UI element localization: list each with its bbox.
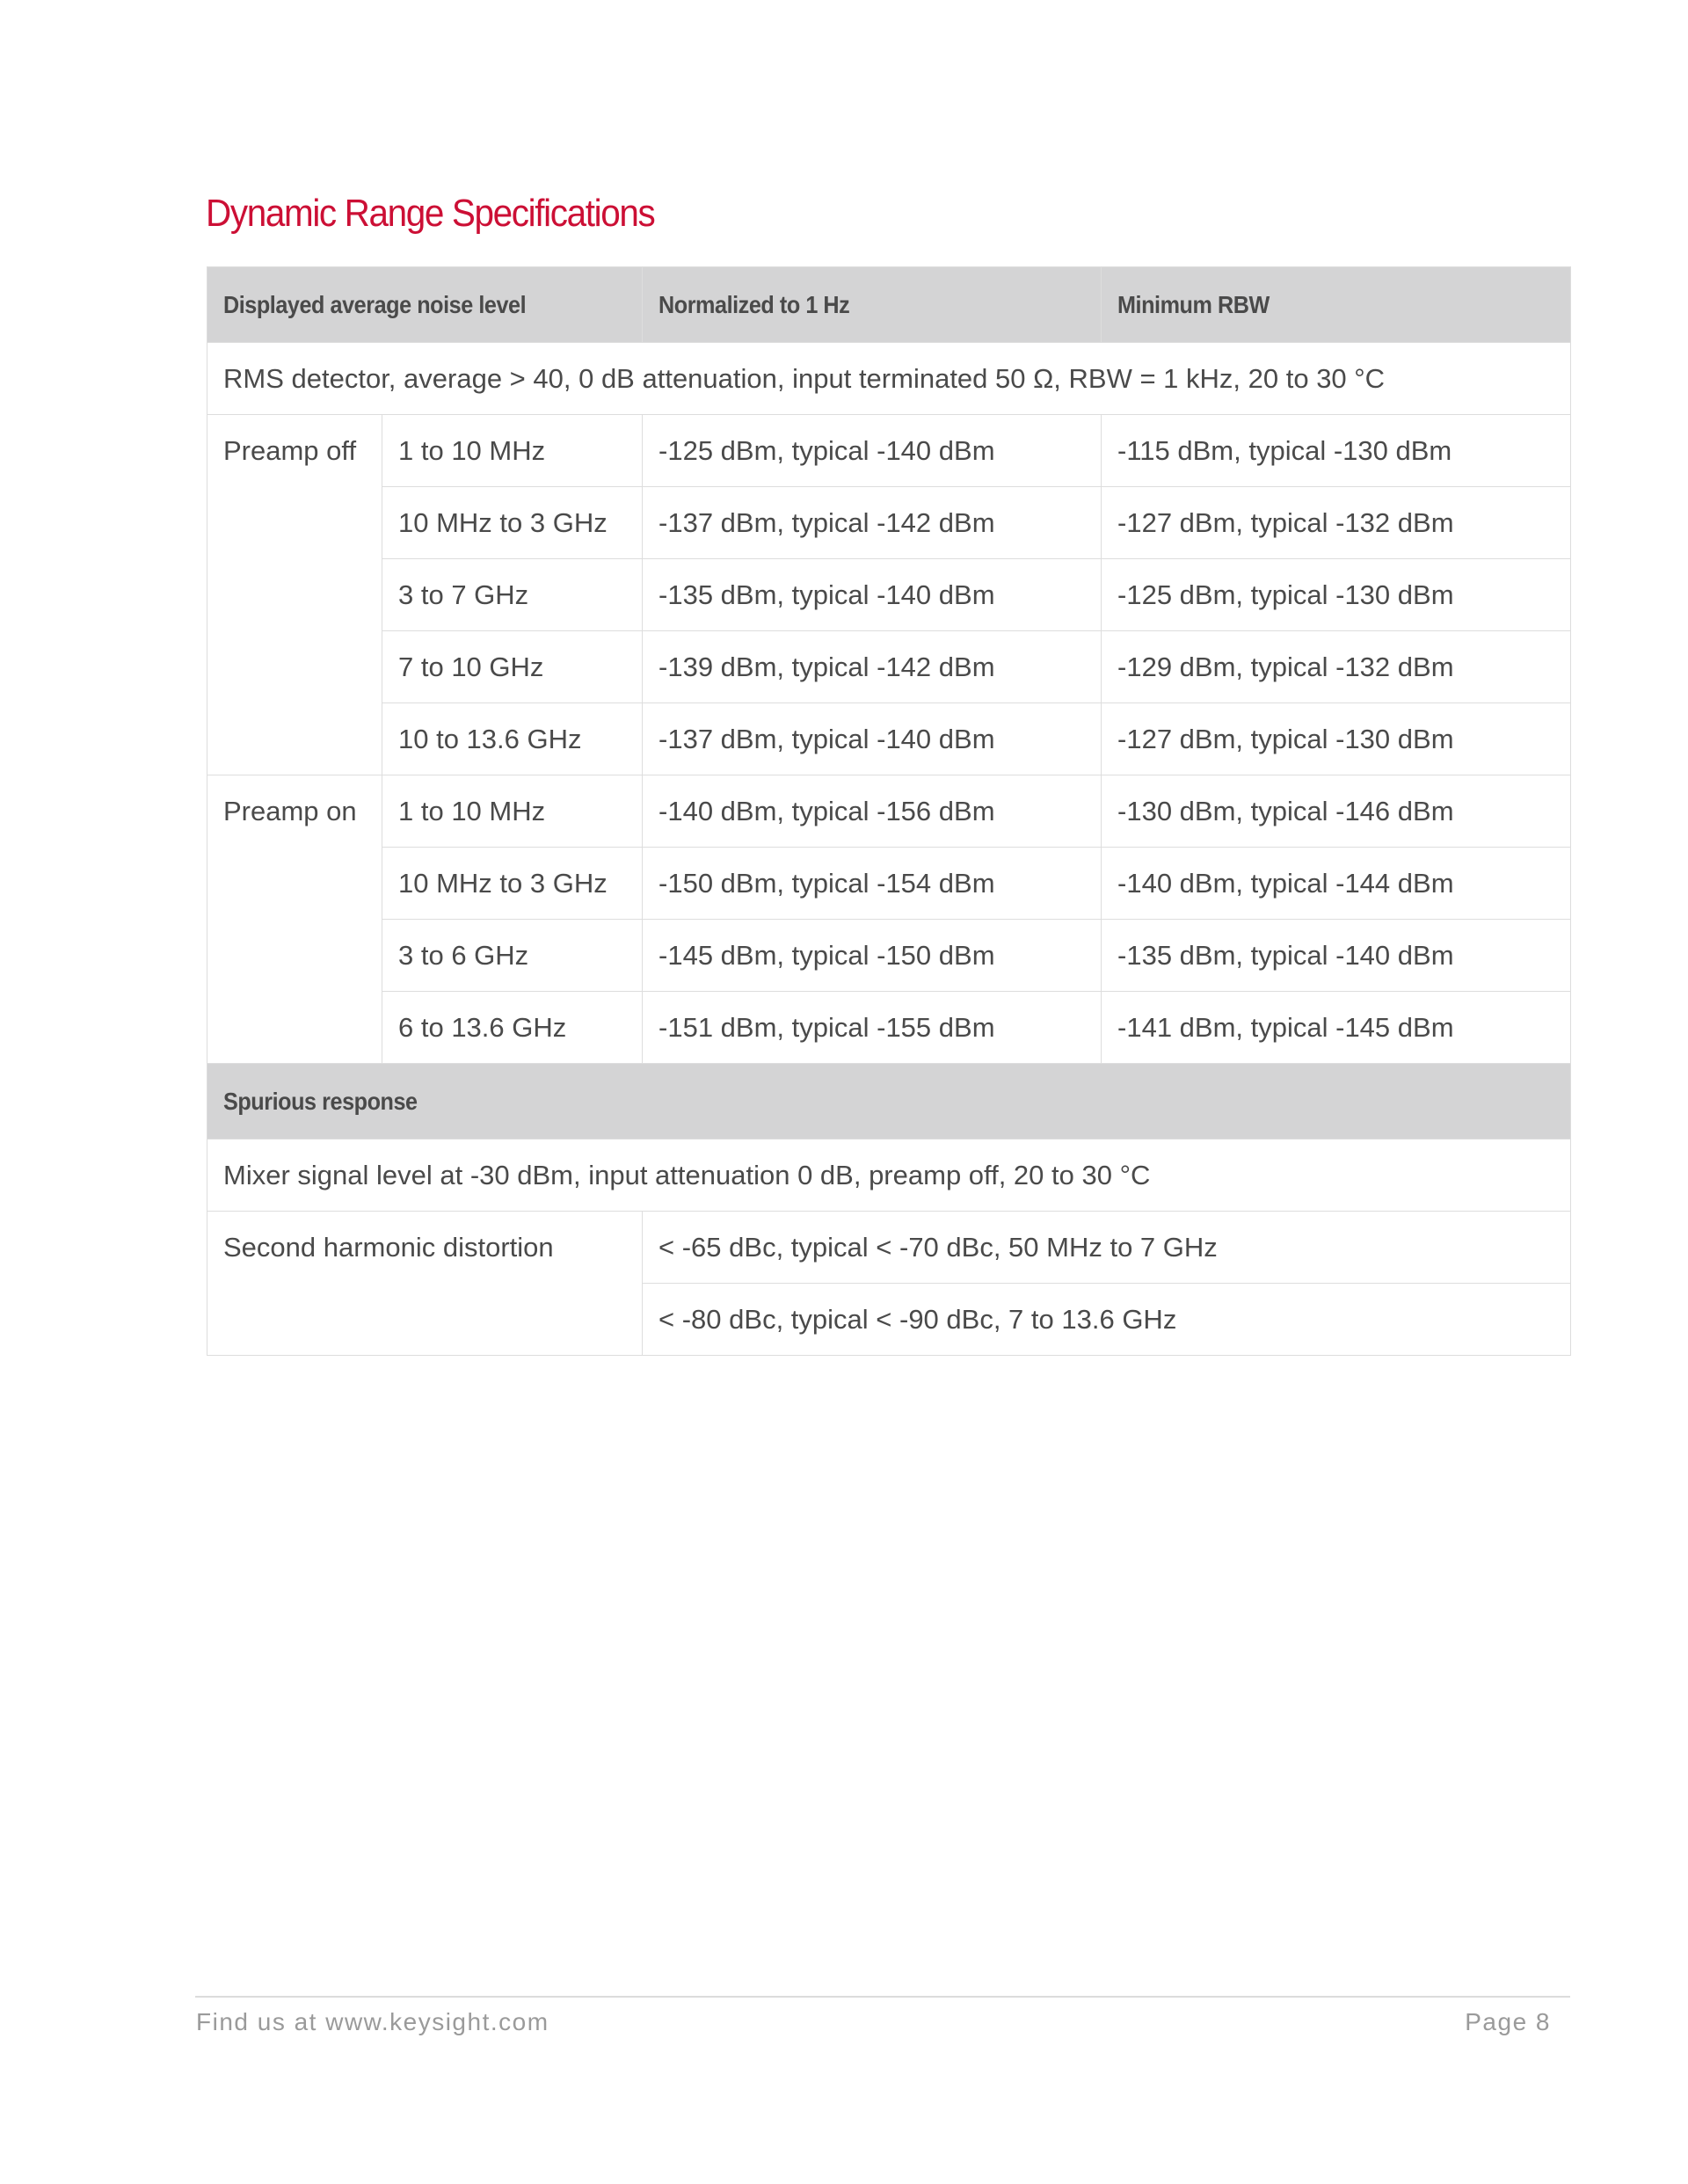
range-cell: 10 MHz to 3 GHz (382, 487, 643, 559)
table-row (207, 848, 1571, 920)
normalized-cell: -139 dBm, typical -142 dBm (643, 631, 1102, 703)
min-rbw-cell: -135 dBm, typical -140 dBm (1102, 920, 1571, 992)
min-rbw-cell: -130 dBm, typical -146 dBm (1102, 775, 1571, 848)
table-row (207, 920, 1571, 992)
range-cell: 1 to 10 MHz (382, 415, 643, 487)
normalized-cell: -137 dBm, typical -142 dBm (643, 487, 1102, 559)
normalized-cell: -150 dBm, typical -154 dBm (643, 848, 1102, 920)
spurious-value: < -65 dBc, typical < -70 dBc, 50 MHz to 7 GHz (643, 1212, 1571, 1284)
normalized-cell: -140 dBm, typical -156 dBm (643, 775, 1102, 848)
normalized-cell: -137 dBm, typical -140 dBm (643, 703, 1102, 775)
range-cell: 1 to 10 MHz (382, 775, 643, 848)
range-cell: 10 MHz to 3 GHz (382, 848, 643, 920)
range-cell: 6 to 13.6 GHz (382, 992, 643, 1064)
table-header-row (207, 267, 1571, 343)
normalized-cell: -145 dBm, typical -150 dBm (643, 920, 1102, 992)
spurious-label: Second harmonic distortion (207, 1212, 643, 1356)
min-rbw-cell: -127 dBm, typical -130 dBm (1102, 703, 1571, 775)
condition-row (207, 343, 1571, 415)
page-number: Page 8 (1465, 2008, 1551, 2035)
group-label: Preamp on (207, 775, 382, 1064)
range-cell: 3 to 7 GHz (382, 559, 643, 631)
table-row (207, 703, 1571, 775)
table-row (207, 775, 1571, 848)
min-rbw-cell: -140 dBm, typical -144 dBm (1102, 848, 1571, 920)
condition-cell: RMS detector, average > 40, 0 dB attenuation, input terminated 50 Ω, RBW = 1 kHz, 20 to 30 °C (207, 343, 1571, 415)
condition-row (207, 1139, 1571, 1212)
min-rbw-cell: -125 dBm, typical -130 dBm (1102, 559, 1571, 631)
footer-divider (195, 1996, 1570, 1998)
footer-website: Find us at www.keysight.com (196, 2008, 549, 2035)
spurious-value: < -80 dBc, typical < -90 dBc, 7 to 13.6 GHz (643, 1284, 1571, 1356)
spec-table (207, 266, 1571, 1356)
normalized-cell: -151 dBm, typical -155 dBm (643, 992, 1102, 1064)
table-row (207, 1212, 1571, 1284)
table-row (207, 631, 1571, 703)
range-cell: 10 to 13.6 GHz (382, 703, 643, 775)
min-rbw-cell: -129 dBm, typical -132 dBm (1102, 631, 1571, 703)
min-rbw-cell: -141 dBm, typical -145 dBm (1102, 992, 1571, 1064)
normalized-cell: -135 dBm, typical -140 dBm (643, 559, 1102, 631)
table-row (207, 559, 1571, 631)
group-label: Preamp off (207, 415, 382, 775)
spurious-header-row (207, 1064, 1571, 1139)
table-row (207, 487, 1571, 559)
min-rbw-cell: -127 dBm, typical -132 dBm (1102, 487, 1571, 559)
range-cell: 3 to 6 GHz (382, 920, 643, 992)
header-cell: Spurious response (207, 1064, 1571, 1139)
header-cell: Minimum RBW (1102, 267, 1571, 343)
header-cell: Normalized to 1 Hz (643, 267, 1102, 343)
condition-cell: Mixer signal level at -30 dBm, input attenuation 0 dB, preamp off, 20 to 30 °C (207, 1139, 1571, 1212)
table-row (207, 992, 1571, 1064)
page-title: Dynamic Range Specifications (206, 192, 655, 235)
normalized-cell: -125 dBm, typical -140 dBm (643, 415, 1102, 487)
min-rbw-cell: -115 dBm, typical -130 dBm (1102, 415, 1571, 487)
range-cell: 7 to 10 GHz (382, 631, 643, 703)
table-row (207, 415, 1571, 487)
header-cell: Displayed average noise level (207, 267, 643, 343)
